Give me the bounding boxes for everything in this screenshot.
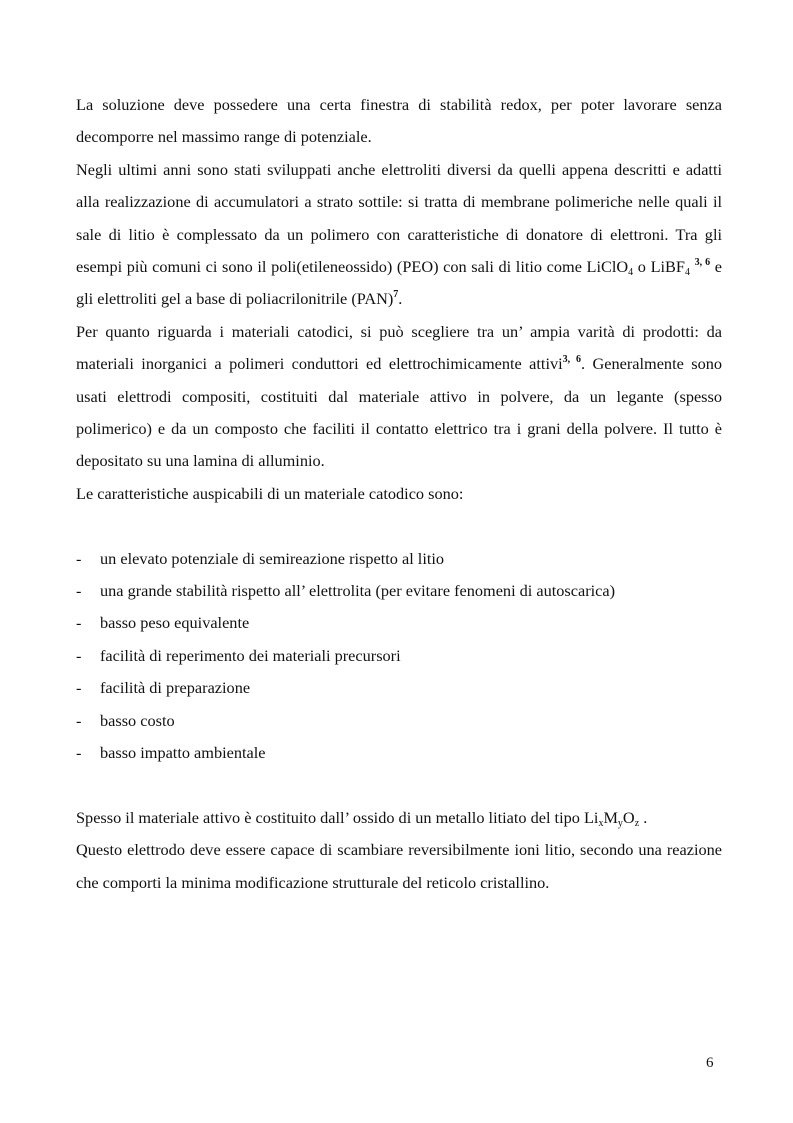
page-number: 6: [706, 1055, 714, 1071]
text-run: .: [398, 289, 403, 309]
dash-bullet: -: [76, 548, 82, 568]
list-item-text: una grande stabilità rispetto all’ elettrolita (per evitare fenomeni di autoscarica): [100, 581, 616, 601]
text-run: o LiBF: [633, 257, 685, 277]
paragraph-cathode-materials: [76, 316, 722, 478]
paragraph-electrode-reaction: Questo elettrodo deve essere capace di scambiare reversibilmente ioni litio, secondo una reazione che comporti la minima modificazione strutturale del reticolo cristallino.: [76, 840, 722, 892]
dash-bullet: -: [76, 710, 82, 730]
dash-bullet: -: [76, 581, 82, 601]
dash-bullet: -: [76, 645, 82, 665]
citation-superscript: 7: [393, 289, 399, 301]
text-run: Spesso il materiale attivo è costituito dall’ ossido di un metallo litiato del tipo Li: [76, 807, 599, 827]
text-run: Negli ultimi anni sono stati sviluppati anche elettroliti diversi da quelli appena descritti e adatti alla realizzazione di accumulatori a strato sottile: si tratta di membrane polimeriche nelle quali il sale di litio è complessato da un polimero con caratteristiche di donatore di elettroni. Tra gli esempi più comuni ci sono il poli(etileneossido) (PEO) con sali di litio come LiClO: [76, 159, 722, 277]
subscript: y: [617, 817, 623, 829]
list-item: [76, 705, 722, 737]
list-item: [76, 543, 722, 575]
list-item-text: facilità di preparazione: [100, 678, 251, 698]
dash-bullet: -: [76, 613, 82, 633]
text-run: O: [622, 807, 635, 827]
paragraph-active-material: [76, 802, 722, 834]
paragraph-list-intro: Le caratteristiche auspicabili di un materiale catodico sono:: [76, 483, 464, 503]
text-run: e gli elettroliti gel a base di poliacrilonitrile (PAN): [76, 257, 723, 309]
citation-superscript: 3, 6: [694, 257, 711, 269]
text-run: .: [639, 807, 648, 827]
paragraph-redox-stability: La soluzione deve possedere una certa finestra di stabilità redox, per poter lavorare senza decomporre nel massimo range di potenziale.: [76, 95, 722, 147]
list-item: [76, 640, 722, 672]
subscript: x: [598, 817, 604, 829]
blank-line: [76, 770, 722, 802]
list-item: [76, 575, 722, 607]
list-item: [76, 737, 722, 769]
subscript: 4: [684, 267, 690, 279]
list-item-text: basso peso equivalente: [100, 613, 250, 633]
list-item-text: basso impatto ambientale: [100, 743, 266, 763]
text-run: . Generalmente sono usati elettrodi compositi, costituiti dal materiale attivo in polvere, da un legante (spesso polimerico) e da un composto che faciliti il contatto elettrico tra i grani della polvere. Il tutto è depositato su una lamina di alluminio.: [76, 354, 723, 471]
blank-line: [76, 510, 722, 542]
text-run: Per quanto riguarda i materiali catodici, si può scegliere tra un’ ampia varità di prodotti: da materiali inorganici a polimeri conduttori ed elettrochimicamente attivi: [76, 321, 722, 374]
list-item-text: basso costo: [100, 710, 175, 730]
subscript: z: [634, 817, 640, 829]
paragraph-polymer-electrolytes: [76, 154, 722, 316]
list-item-text: facilità di reperimento dei materiali precursori: [100, 645, 401, 665]
citation-superscript: 3, 6: [562, 354, 582, 366]
list-item: [76, 672, 722, 704]
dash-bullet: -: [76, 743, 82, 763]
requirements-list: [76, 543, 722, 770]
text-run: M: [603, 807, 618, 827]
subscript: 4: [628, 267, 634, 279]
dash-bullet: -: [76, 678, 82, 698]
list-item-text: un elevato potenziale di semireazione rispetto al litio: [100, 548, 445, 568]
list-item: [76, 607, 722, 639]
page-body: [76, 89, 722, 899]
